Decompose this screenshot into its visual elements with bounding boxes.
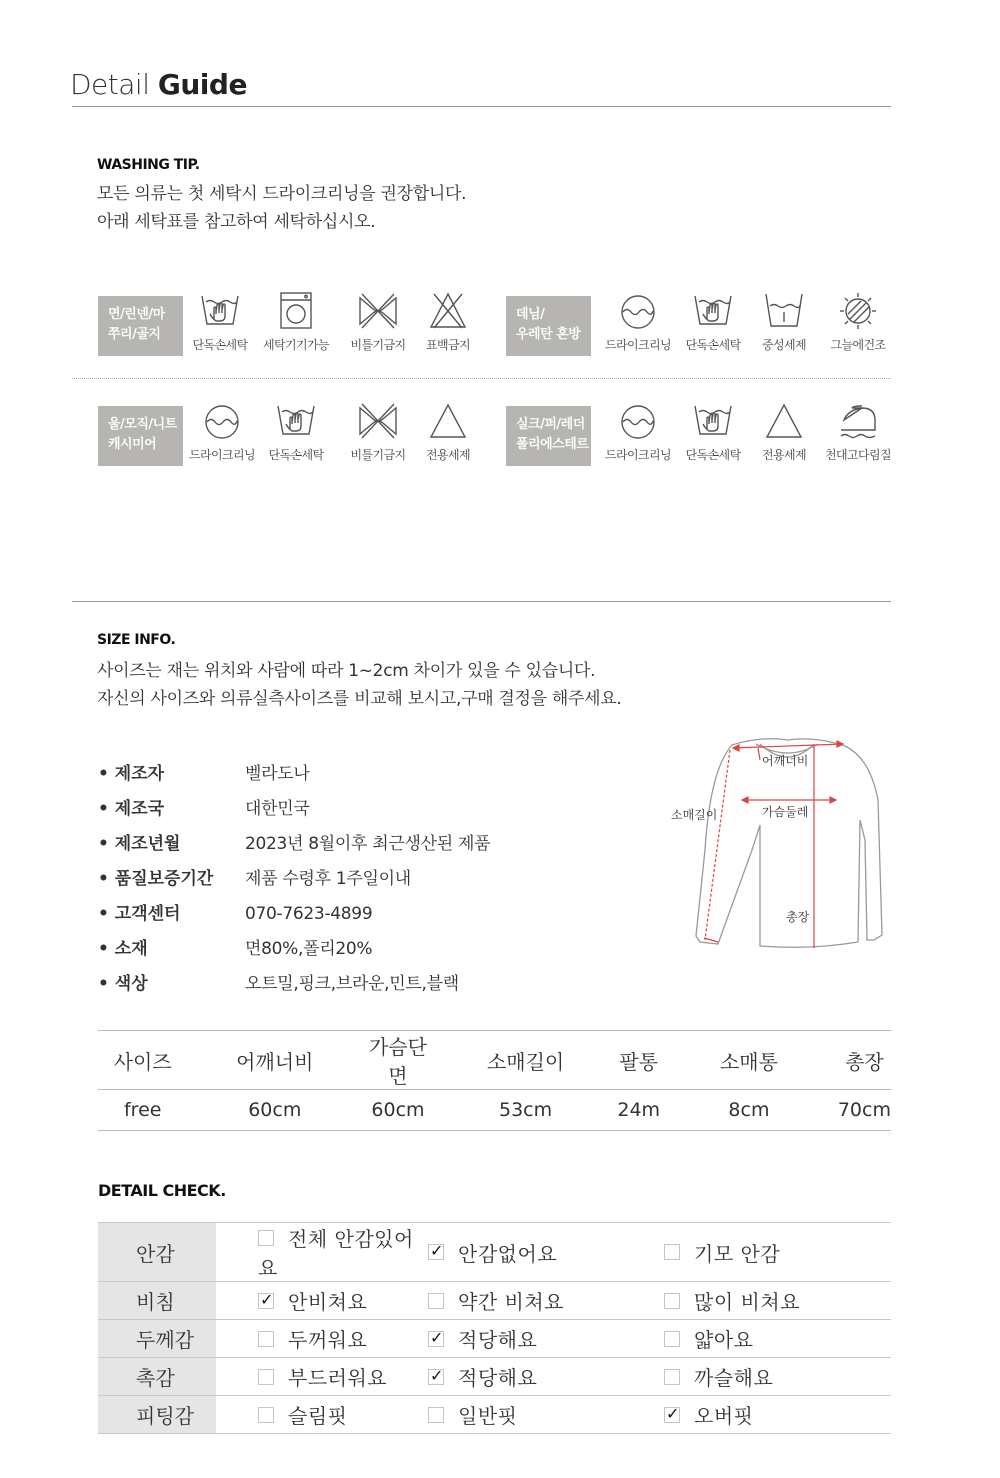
size-header-cell: 팔통: [617, 1031, 660, 1090]
size-header-cell: 소매길이: [434, 1031, 618, 1090]
check-option-label: 오버핏: [694, 1404, 754, 1428]
check-row-label: 피팅감: [98, 1396, 216, 1434]
care-item: [816, 402, 900, 466]
care-item-label: 드라이크리닝: [605, 448, 671, 462]
table-row: [98, 1358, 891, 1396]
checkbox[interactable]: [664, 1244, 680, 1260]
hand-wash-icon: [276, 402, 316, 440]
care-group-label-line1: 실크/퍼/레더: [516, 417, 585, 432]
spec-value: 2023년 8월이후 최근생산된 제품: [245, 834, 491, 854]
check-option-label: 얇아요: [694, 1328, 754, 1352]
no-bleach-icon: [428, 292, 468, 330]
care-item: [596, 292, 680, 356]
special-detergent-icon: [428, 402, 468, 440]
checkbox-checked[interactable]: [428, 1369, 444, 1385]
check-option[interactable]: [428, 1358, 664, 1396]
hand-wash-icon: [200, 292, 240, 330]
care-group-label-line1: 데님/: [516, 307, 545, 322]
care-divider: [72, 378, 891, 379]
size-header-cell: 사이즈: [98, 1031, 187, 1090]
spec-key: • 색상: [98, 974, 148, 994]
title-divider: [72, 106, 891, 107]
care-group-label: [98, 296, 183, 356]
check-row-label: 비침: [98, 1282, 216, 1320]
check-option[interactable]: [428, 1396, 664, 1434]
dry-clean-icon: [618, 292, 658, 330]
check-row-label: 촉감: [98, 1358, 216, 1396]
table-row: [98, 1090, 891, 1131]
care-item-label: 표백금지: [426, 338, 470, 352]
special-detergent-icon: [764, 402, 804, 440]
size-header-cell: 소매통: [660, 1031, 838, 1090]
check-option-label: 일반핏: [458, 1404, 518, 1428]
size-cell: 70cm: [838, 1090, 891, 1131]
spec-value: 대한민국: [245, 799, 310, 819]
check-row-label: 안감: [98, 1223, 216, 1282]
check-option[interactable]: [216, 1282, 428, 1320]
care-item: [596, 402, 680, 466]
care-item: [180, 402, 264, 466]
size-table-header: [98, 1031, 891, 1090]
care-item-label: 단독손세탁: [268, 448, 324, 462]
dry-clean-icon: [618, 402, 658, 440]
check-option[interactable]: [664, 1223, 891, 1282]
size-cell: 8cm: [660, 1090, 838, 1131]
check-row-label: 두께감: [98, 1320, 216, 1358]
section-divider: [72, 601, 891, 602]
size-cell: 24m: [617, 1090, 660, 1131]
washing-tip-line2: 아래 세탁표를 참고하여 세탁하십시오.: [97, 212, 376, 232]
check-option-label: 슬림핏: [288, 1404, 348, 1428]
care-item-label: 전용세제: [762, 448, 806, 462]
check-option-label: 안비쳐요: [288, 1290, 368, 1314]
hand-wash-icon: [693, 292, 733, 330]
washing-tip-heading: WASHING TIP.: [97, 157, 200, 173]
check-option[interactable]: [664, 1396, 891, 1434]
check-option-label: 두꺼워요: [288, 1328, 368, 1352]
check-option[interactable]: [216, 1396, 428, 1434]
no-wring-icon: [358, 402, 398, 440]
check-option-label: 까슬해요: [694, 1366, 774, 1390]
check-option[interactable]: [216, 1223, 428, 1282]
size-info-line2: 자신의 사이즈와 의류실측사이즈를 비교해 보시고,구매 결정을 해주세요.: [97, 689, 622, 709]
care-group-label: [98, 406, 183, 466]
spec-key: • 고객센터: [98, 904, 181, 924]
check-option-label: 부드러워요: [288, 1366, 388, 1390]
detail-check-heading: DETAIL CHECK.: [98, 1181, 226, 1200]
care-item: [406, 402, 490, 466]
care-group-label-line2: 쭈리/골지: [108, 327, 161, 342]
checkbox[interactable]: [258, 1407, 274, 1423]
spec-key: • 제조국: [98, 799, 165, 819]
care-item-label: 그늘에건조: [830, 338, 886, 352]
diagram-label-shoulder: 어깨너비: [762, 754, 809, 768]
care-item-label: 드라이크리닝: [605, 338, 671, 352]
care-group-label-line2: 캐시미어: [108, 437, 157, 452]
care-item: [742, 402, 826, 466]
care-group-label-line2: 폴리에스테르: [516, 437, 589, 452]
size-cell: 53cm: [434, 1090, 618, 1131]
diagram-label-length: 총장: [786, 910, 810, 924]
shade-dry-icon: [838, 292, 878, 330]
check-option[interactable]: [428, 1282, 664, 1320]
care-item-label: 단독손세탁: [685, 338, 741, 352]
hand-wash-icon: [693, 402, 733, 440]
spec-key: • 제조자: [98, 764, 165, 784]
washing-machine-icon: [276, 292, 316, 330]
checkbox[interactable]: [258, 1369, 274, 1385]
check-option[interactable]: [428, 1223, 664, 1282]
care-group-label-line2: 우레탄 혼방: [516, 327, 581, 342]
washing-tip-line1: 모든 의류는 첫 세탁시 드라이크리닝을 권장합니다.: [97, 184, 467, 204]
checkbox[interactable]: [258, 1331, 274, 1347]
care-item-label: 세탁기기가능: [263, 338, 329, 352]
care-item-label: 천대고다림질: [825, 448, 891, 462]
size-header-cell: 총장: [838, 1031, 891, 1090]
care-item-label: 중성세제: [762, 338, 806, 352]
spec-key: • 소재: [98, 939, 148, 959]
check-option-label: 적당해요: [458, 1328, 538, 1352]
size-header-cell: 어깨너비: [187, 1031, 362, 1090]
diagram-label-sleeve: 소매길이: [671, 808, 718, 822]
page-title: Detail Guide: [70, 68, 247, 101]
cloth-iron-icon: [838, 402, 878, 440]
care-item-label: 비틀기금지: [350, 448, 406, 462]
detail-check-table: [98, 1222, 891, 1434]
check-option[interactable]: [664, 1358, 891, 1396]
care-item-label: 전용세제: [426, 448, 470, 462]
checkbox-checked[interactable]: [428, 1244, 444, 1260]
size-cell: 60cm: [362, 1090, 434, 1131]
check-option[interactable]: [664, 1320, 891, 1358]
size-table: [98, 1030, 891, 1131]
spec-value: 제품 수령후 1주일이내: [245, 869, 411, 889]
spec-key: • 품질보증기간: [98, 869, 214, 889]
no-wring-icon: [358, 292, 398, 330]
care-item: [254, 402, 338, 466]
checkbox-checked[interactable]: [428, 1331, 444, 1347]
check-option[interactable]: [216, 1320, 428, 1358]
care-item: [742, 292, 826, 356]
neutral-wash-icon: [764, 292, 804, 330]
check-option-label: 많이 비쳐요: [694, 1290, 800, 1314]
care-item: [254, 292, 338, 356]
checkbox[interactable]: [664, 1369, 680, 1385]
care-item-label: 단독손세탁: [685, 448, 741, 462]
table-row: [98, 1282, 891, 1320]
check-option[interactable]: [664, 1282, 891, 1320]
spec-key: • 제조년월: [98, 834, 181, 854]
checkbox[interactable]: [428, 1407, 444, 1423]
care-item: [178, 292, 262, 356]
check-option-label: 기모 안감: [694, 1241, 781, 1266]
care-item: [816, 292, 900, 356]
care-item-label: 드라이크리닝: [189, 448, 255, 462]
checkbox[interactable]: [428, 1293, 444, 1309]
checkbox[interactable]: [664, 1293, 680, 1309]
check-option[interactable]: [216, 1358, 428, 1396]
checkbox[interactable]: [258, 1230, 274, 1246]
spec-value: 오트밀,핑크,브라운,민트,블랙: [245, 974, 459, 994]
check-option-label: 안감없어요: [458, 1241, 558, 1266]
size-cell: 60cm: [187, 1090, 362, 1131]
table-row: [98, 1320, 891, 1358]
care-item-label: 단독손세탁: [192, 338, 248, 352]
spec-value: 벨라도나: [245, 764, 310, 784]
care-item: [406, 292, 490, 356]
dry-clean-icon: [202, 402, 242, 440]
checkbox-checked[interactable]: [664, 1407, 680, 1423]
check-option[interactable]: [428, 1320, 664, 1358]
check-option-label: 전체 안감있어요: [258, 1227, 414, 1280]
care-group-label-line1: 울/모직/니트: [108, 417, 177, 432]
checkbox-checked[interactable]: [258, 1293, 274, 1309]
care-item-label: 비틀기금지: [350, 338, 406, 352]
size-info-heading: SIZE INFO.: [97, 632, 176, 648]
size-info-line1: 사이즈는 재는 위치와 사람에 따라 1~2cm 차이가 있을 수 있습니다.: [97, 661, 596, 681]
check-option-label: 적당해요: [458, 1366, 538, 1390]
size-header-cell: 가슴단면: [362, 1031, 434, 1090]
spec-value: 070-7623-4899: [245, 904, 373, 924]
care-group-label: [506, 296, 591, 356]
check-option-label: 약간 비쳐요: [458, 1290, 564, 1314]
table-row: [98, 1396, 891, 1434]
care-group-label: [506, 406, 591, 466]
size-cell: free: [98, 1090, 187, 1131]
table-row: [98, 1223, 891, 1282]
diagram-label-chest: 가슴둘레: [762, 805, 809, 819]
checkbox[interactable]: [664, 1331, 680, 1347]
care-group-label-line1: 면/린넨/마: [108, 307, 165, 322]
spec-value: 면80%,폴리20%: [245, 939, 373, 959]
